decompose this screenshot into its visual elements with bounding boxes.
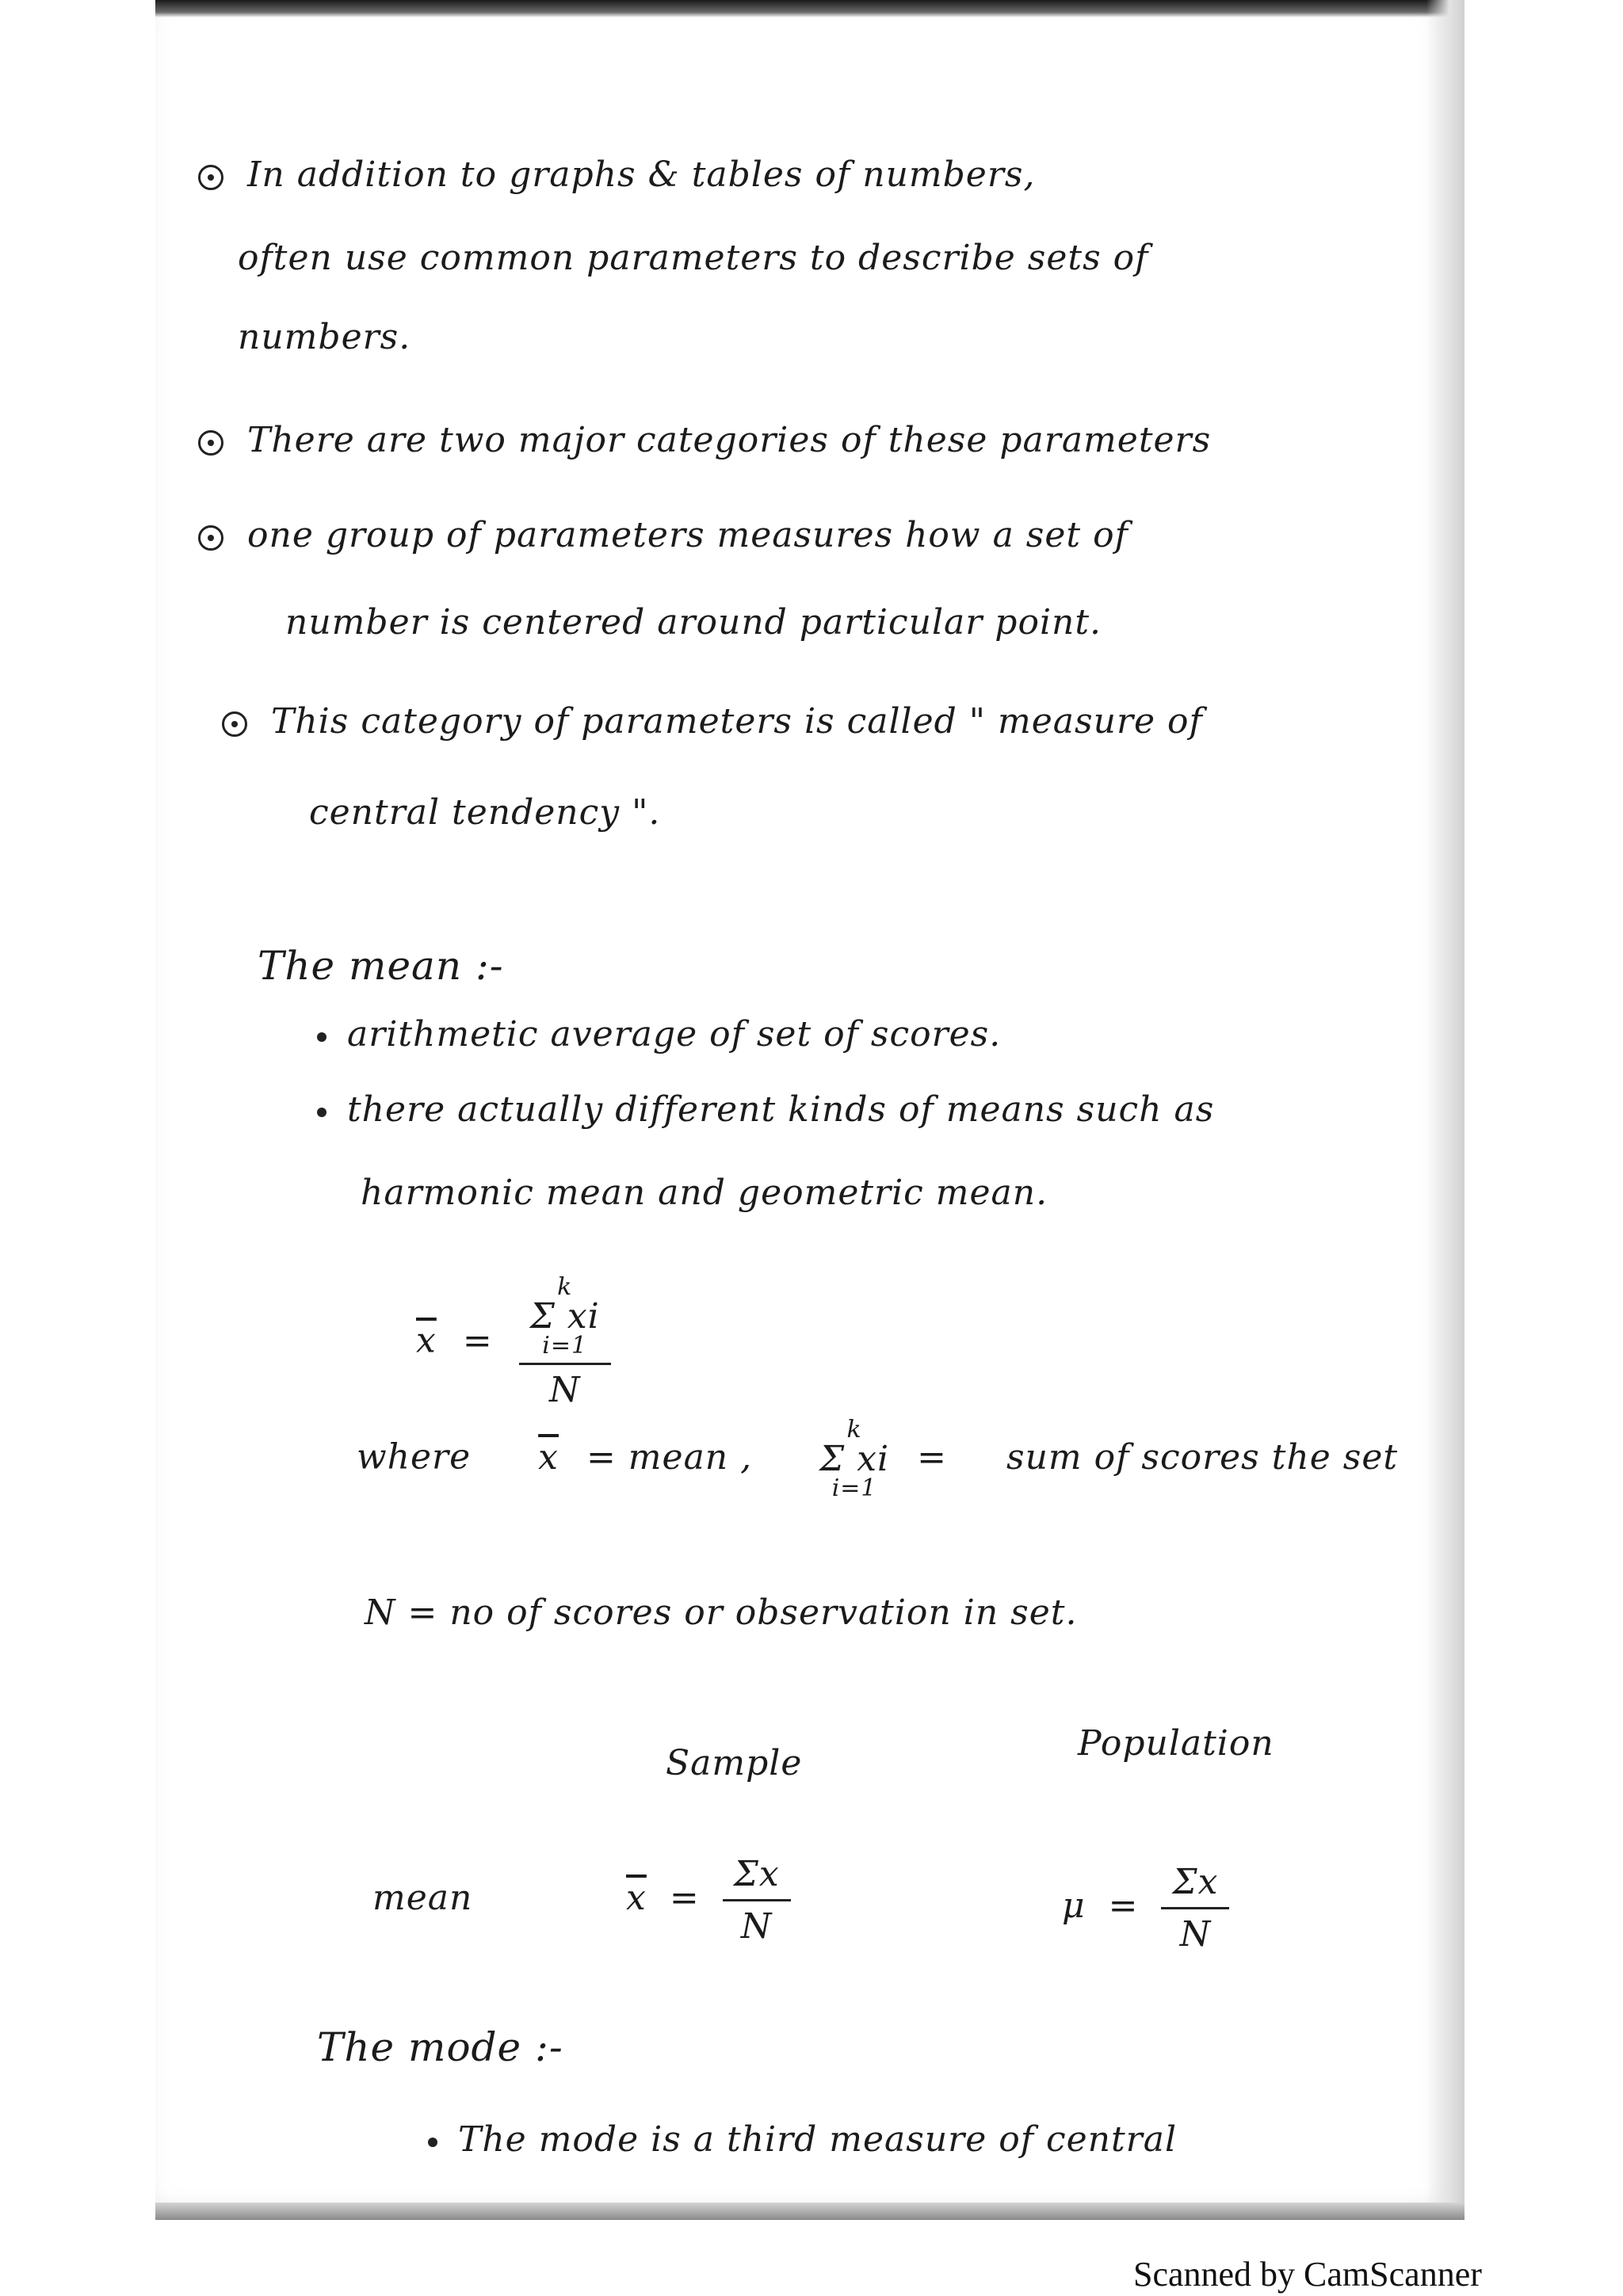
paragraph1-line1: In addition to graphs & tables of numbers, bbox=[198, 154, 1035, 195]
sample-mean-formula bbox=[626, 1854, 791, 1947]
mean-bullet2-line1: there actually different kinds of means such as bbox=[317, 1089, 1214, 1130]
page-top-shadow bbox=[155, 0, 1465, 17]
equals-sign: = bbox=[669, 1878, 700, 1918]
summation-lower-limit: i=1 bbox=[831, 1474, 877, 1502]
mean-bullet1: arithmetic average of set of scores. bbox=[317, 1014, 1001, 1055]
circle-bullet-icon bbox=[198, 165, 223, 190]
x-bar-symbol: $\overline{x}$ bbox=[538, 1436, 559, 1478]
summation bbox=[819, 1418, 889, 1501]
paragraph3-line1: one group of parameters measures how a set of bbox=[198, 515, 1128, 555]
paragraph1-line3: numbers. bbox=[238, 317, 411, 357]
mode-bullet1: The mode is a third measure of central bbox=[428, 2119, 1177, 2160]
where-line bbox=[357, 1418, 1398, 1501]
where-label: where bbox=[357, 1436, 472, 1478]
page-bottom-shadow bbox=[155, 2203, 1465, 2220]
equals-sign: = bbox=[462, 1320, 493, 1361]
n-definition: N = no of scores or observation in set. bbox=[365, 1592, 1078, 1633]
sample-fraction bbox=[723, 1854, 791, 1947]
dot-bullet-icon bbox=[317, 1032, 327, 1042]
sum-description: sum of scores the set bbox=[1006, 1436, 1399, 1478]
summation-lower-limit: i=1 bbox=[542, 1332, 588, 1360]
equals-sign: = bbox=[917, 1436, 947, 1478]
mean-fraction bbox=[519, 1273, 611, 1410]
population-fraction bbox=[1161, 1862, 1229, 1955]
paragraph2: There are two major categories of these parameters bbox=[198, 420, 1211, 460]
circle-bullet-icon bbox=[198, 525, 223, 551]
mean-row-label: mean bbox=[372, 1878, 473, 1918]
summation bbox=[529, 1273, 600, 1360]
mean-definition: = mean , bbox=[586, 1436, 753, 1478]
mean-bullet2-line2: harmonic mean and geometric mean. bbox=[361, 1173, 1048, 1213]
population-mean-formula bbox=[1062, 1862, 1229, 1955]
fraction-denominator: N bbox=[548, 1370, 581, 1410]
x-bar-symbol: $\overline{x}$ bbox=[416, 1320, 437, 1361]
page-right-shadow bbox=[1426, 0, 1465, 2218]
dot-bullet-icon bbox=[317, 1108, 327, 1117]
fraction-denominator: N bbox=[740, 1906, 773, 1947]
population-label: Population bbox=[1078, 1723, 1274, 1764]
dot-bullet-icon bbox=[428, 2138, 437, 2147]
circle-bullet-icon bbox=[222, 711, 247, 737]
paragraph1-line2: often use common parameters to describe sets of bbox=[238, 238, 1149, 278]
equals-sign: = bbox=[1108, 1886, 1139, 1926]
paragraph4-line2: central tendency ". bbox=[309, 792, 661, 833]
mode-heading: The mode :- bbox=[317, 2024, 563, 2070]
x-bar-symbol: $\overline{x}$ bbox=[626, 1878, 647, 1918]
sigma-icon: Σ xi bbox=[529, 1296, 600, 1337]
mean-heading: The mean :- bbox=[258, 943, 504, 989]
fraction-numerator: Σx bbox=[733, 1854, 780, 1894]
sample-label: Sample bbox=[666, 1743, 803, 1783]
fraction-denominator: N bbox=[1179, 1914, 1212, 1955]
fraction-numerator: Σx bbox=[1172, 1862, 1219, 1902]
summation-upper-limit: k bbox=[846, 1416, 862, 1444]
mean-formula bbox=[416, 1273, 611, 1410]
paragraph3-line2: number is centered around particular point. bbox=[285, 602, 1102, 643]
scanner-watermark: Scanned by CamScanner bbox=[1133, 2255, 1482, 2294]
circle-bullet-icon bbox=[198, 430, 223, 456]
summation-upper-limit: k bbox=[557, 1273, 573, 1301]
sigma-icon: Σ xi bbox=[819, 1439, 890, 1479]
paragraph4-line1: This category of parameters is called " measure of bbox=[222, 701, 1203, 742]
fraction-numerator bbox=[519, 1273, 611, 1363]
mu-symbol: μ bbox=[1062, 1886, 1086, 1926]
